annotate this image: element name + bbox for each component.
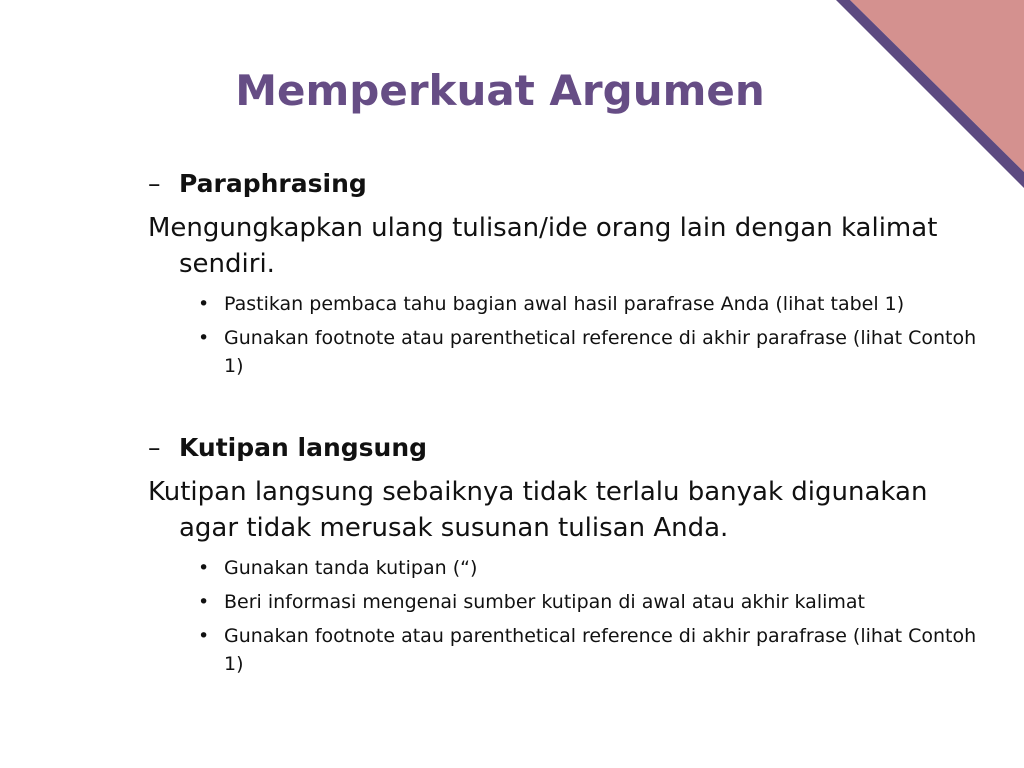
bullet-text: Beri informasi mengenai sumber kutipan di awal atau akhir kalimat [224, 591, 865, 613]
slide-content [148, 166, 978, 684]
bullet-text: Gunakan tanda kutipan (“) [224, 557, 478, 579]
bullet-list [148, 554, 978, 678]
section-kutipan-langsung [148, 430, 978, 678]
bullet-item [148, 622, 978, 678]
heading-text: Kutipan langsung [179, 433, 428, 462]
bullet-list [148, 290, 978, 380]
bullet-item [148, 588, 978, 616]
bullet-dot-icon: • [198, 625, 210, 647]
bullet-dot-icon: • [198, 557, 210, 579]
bullet-dot-icon: • [198, 591, 210, 613]
bullet-item [148, 290, 978, 318]
bullet-dot-icon: • [198, 327, 210, 349]
bullet-item [148, 324, 978, 380]
bullet-text: Gunakan footnote atau parenthetical reference di akhir parafrase (lihat Contoh 1) [224, 327, 977, 377]
section-heading [148, 430, 978, 466]
bullet-dot-icon: • [198, 293, 210, 315]
bullet-text: Pastikan pembaca tahu bagian awal hasil parafrase Anda (lihat tabel 1) [224, 293, 905, 315]
bullet-text: Gunakan footnote atau parenthetical reference di akhir parafrase (lihat Contoh 1) [224, 625, 977, 675]
section-paraphrasing [148, 166, 978, 380]
dash-marker: – [148, 433, 161, 462]
dash-marker: – [148, 169, 161, 198]
section-body-text: Kutipan langsung sebaiknya tidak terlalu banyak digunakan agar tidak merusak susunan tulisan Anda. [148, 477, 928, 543]
slide-title: Memperkuat Argumen [235, 66, 765, 115]
bullet-item [148, 554, 978, 582]
heading-text: Paraphrasing [179, 169, 367, 198]
section-body-text: Mengungkapkan ulang tulisan/ide orang lain dengan kalimat sendiri. [148, 213, 938, 279]
section-heading [148, 166, 978, 202]
